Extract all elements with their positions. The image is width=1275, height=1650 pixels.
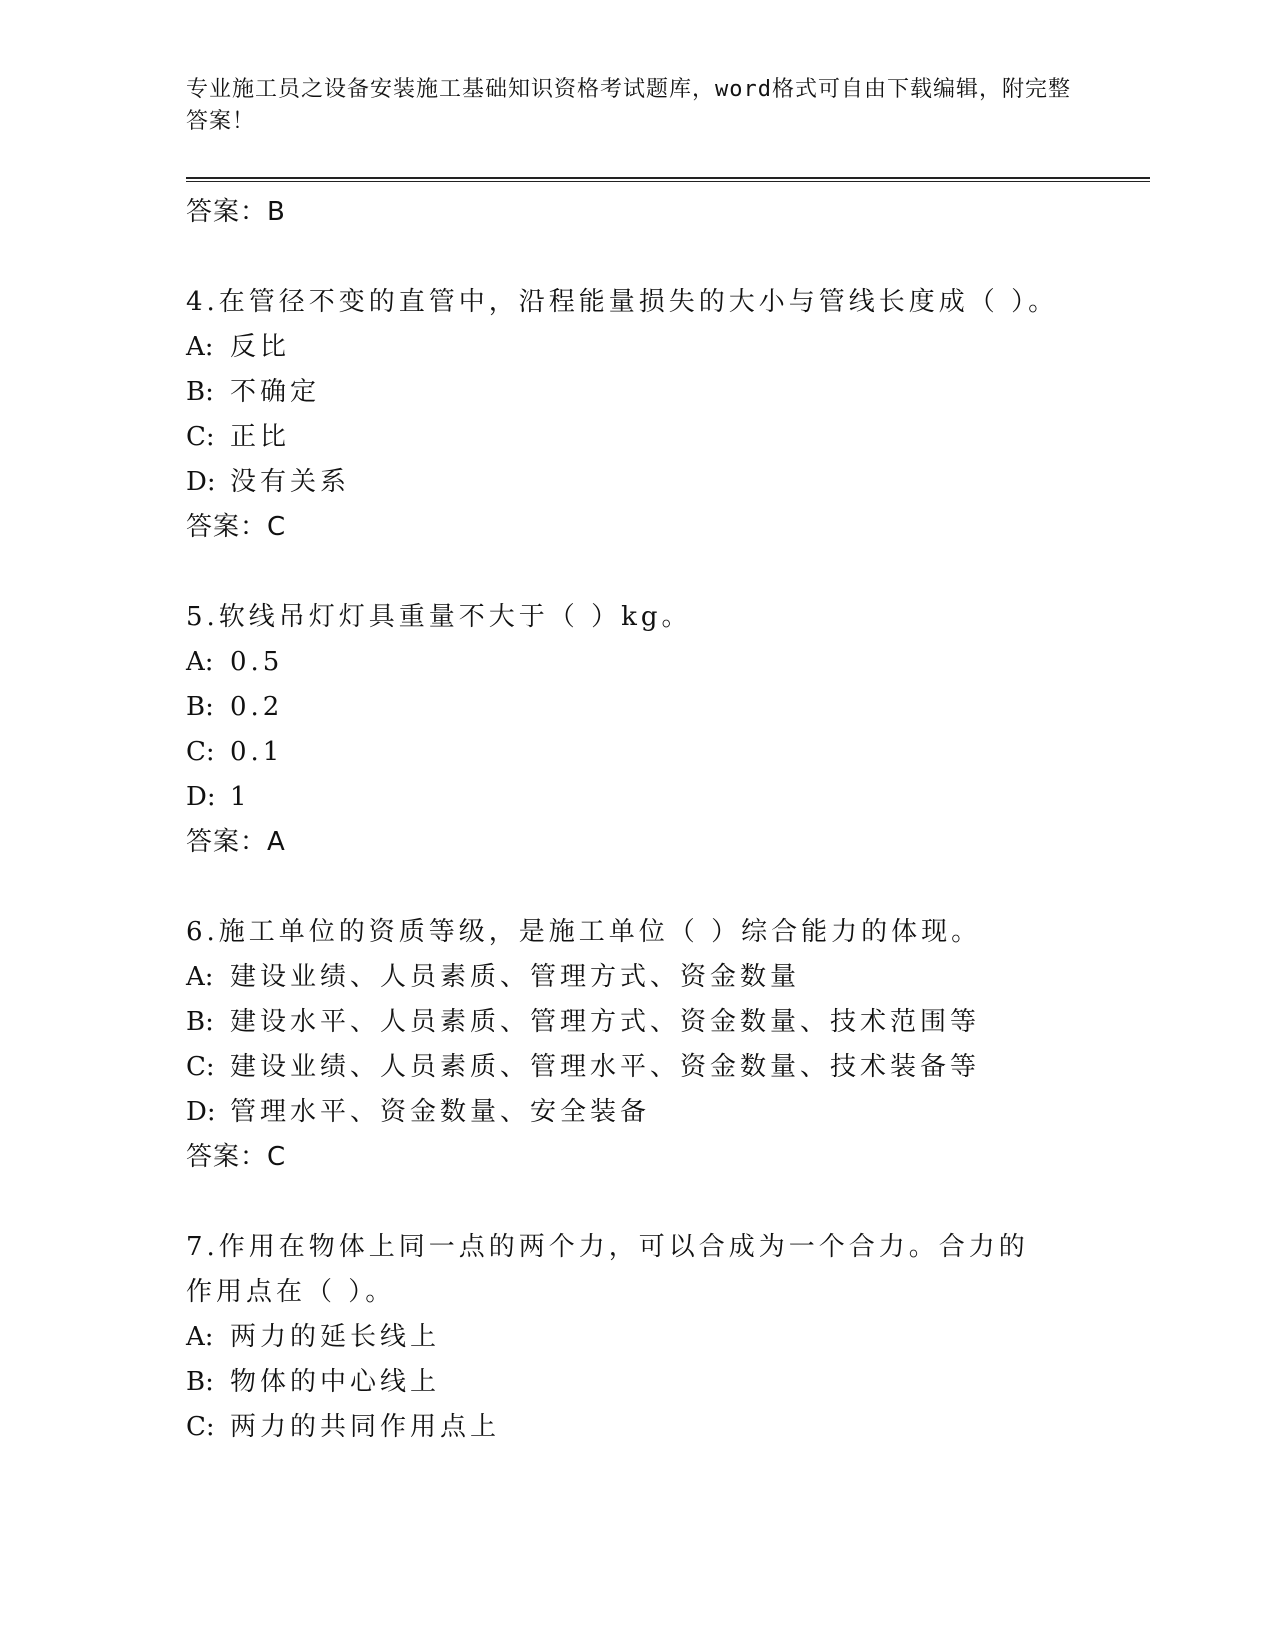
document-header: 专业施工员之设备安装施工基础知识资格考试题库，word格式可自由下载编辑，附完整答案！ [186, 77, 1071, 134]
option-a: A: 反比 [186, 332, 291, 362]
option-d: D: 管理水平、资金数量、安全装备 [186, 1097, 651, 1127]
answer-line: 答案：C [186, 1142, 287, 1172]
option-a: A: 0.5 [186, 647, 284, 677]
option-d: D: 1 [186, 782, 251, 812]
question-block [186, 595, 1150, 864]
header-divider [186, 177, 1150, 182]
option-b: B: 不确定 [186, 377, 321, 407]
option-c: C: 0.1 [186, 737, 284, 767]
option-a: A: 建设业绩、人员素质、管理方式、资金数量 [186, 962, 801, 992]
option-c: C: 两力的共同作用点上 [186, 1412, 501, 1442]
question-block [186, 280, 1150, 549]
question-text: 4.在管径不变的直管中，沿程能量损失的大小与管线长度成（ ）。 [186, 287, 1059, 317]
option-b: B: 建设水平、人员素质、管理方式、资金数量、技术范围等 [186, 1007, 981, 1037]
answer-line: 答案：A [186, 827, 286, 857]
option-c: C: 建设业绩、人员素质、管理水平、资金数量、技术装备等 [186, 1052, 981, 1082]
question-text: 6.施工单位的资质等级，是施工单位（ ）综合能力的体现。 [186, 917, 982, 947]
question-text: 7.作用在物体上同一点的两个力，可以合成为一个合力。合力的作用点在（ ）。 [186, 1232, 1029, 1307]
question-text: 5.软线吊灯灯具重量不大于（ ）kg。 [186, 602, 692, 632]
question-block [186, 1225, 1150, 1450]
answer-line: 答案：C [186, 512, 287, 542]
answer-line: 答案：B [186, 197, 286, 227]
option-b: B: 0.2 [186, 692, 284, 722]
question-block [186, 910, 1150, 1179]
option-a: A: 两力的延长线上 [186, 1322, 441, 1352]
question-list [186, 190, 1150, 1450]
option-b: B: 物体的中心线上 [186, 1367, 441, 1397]
option-c: C: 正比 [186, 422, 291, 452]
option-d: D: 没有关系 [186, 467, 351, 497]
